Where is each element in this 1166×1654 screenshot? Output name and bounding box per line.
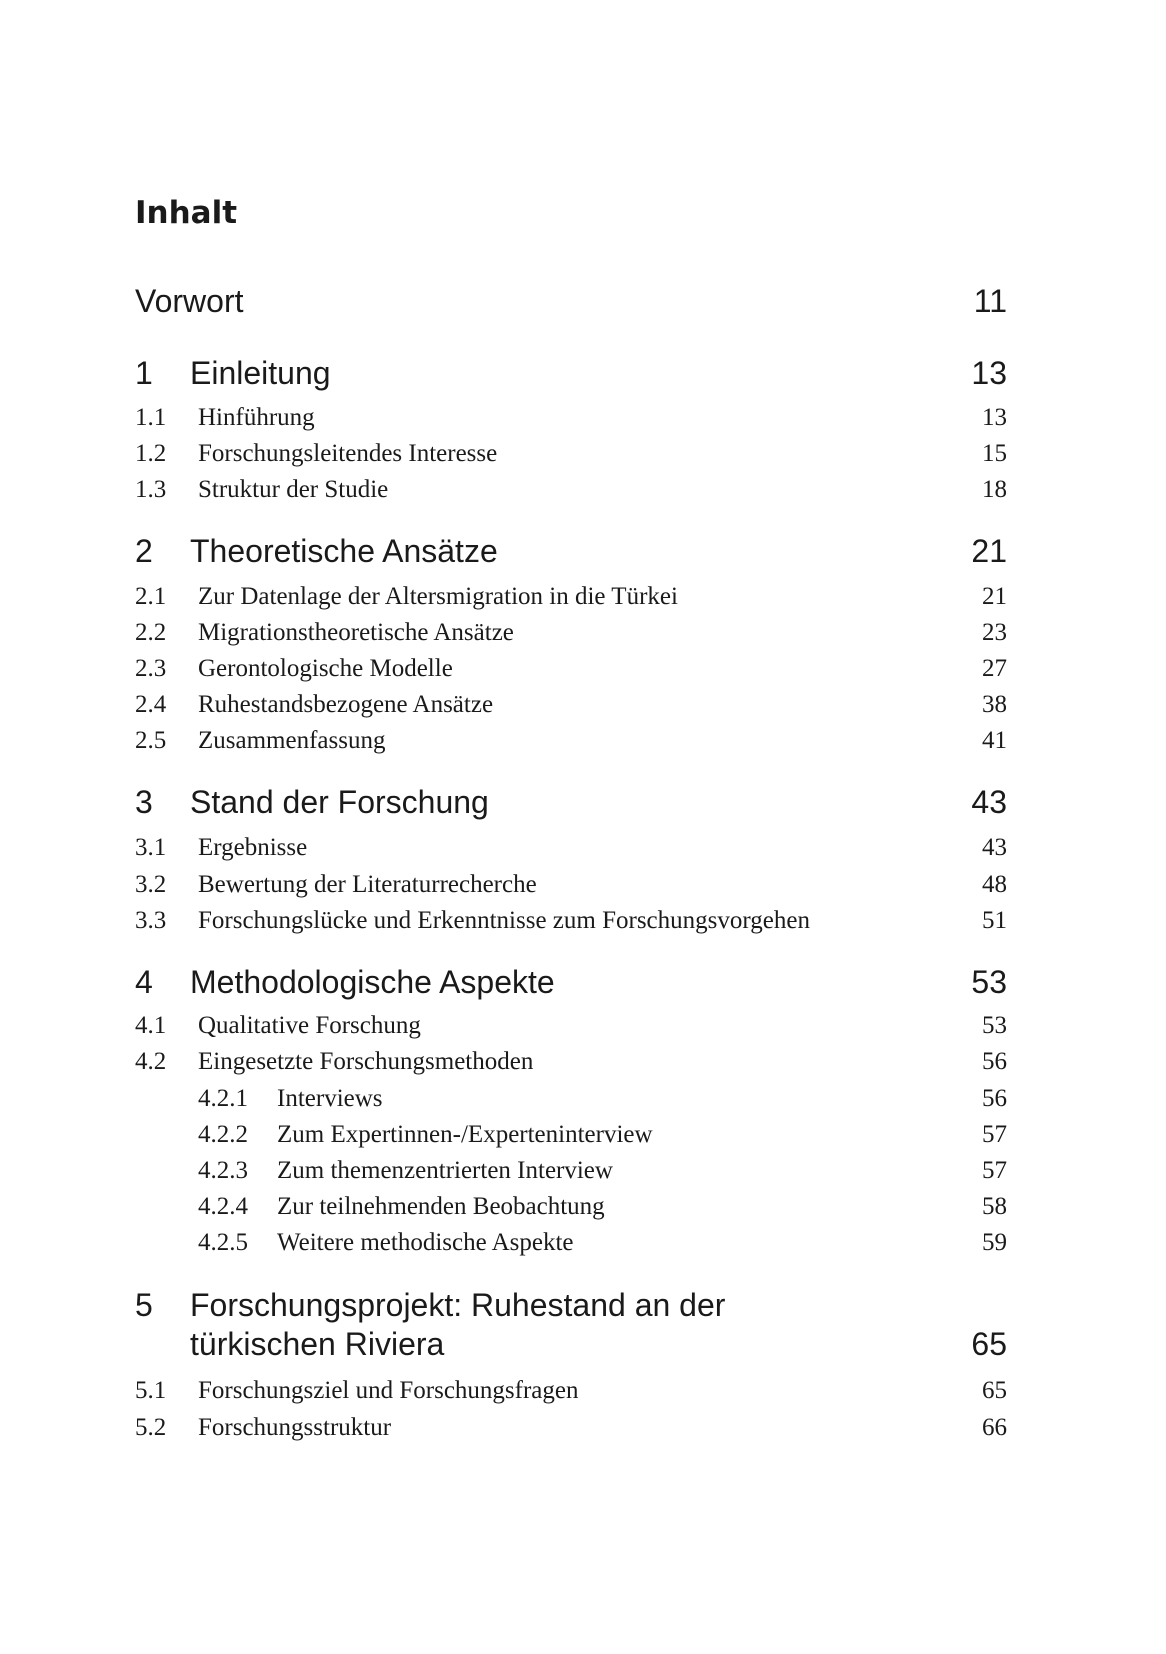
chapter-page: 53 bbox=[971, 964, 1007, 1000]
section-number: 2.3 bbox=[135, 655, 167, 682]
subsection-number: 4.2.5 bbox=[198, 1229, 248, 1256]
section-number: 1.1 bbox=[135, 404, 167, 431]
page-title: Inhalt bbox=[135, 195, 238, 231]
chapter-number: 2 bbox=[135, 533, 153, 569]
section-number: 4.2 bbox=[135, 1048, 167, 1075]
subsection-title: Weitere methodische Aspekte bbox=[277, 1229, 574, 1256]
section-number: 2.1 bbox=[135, 583, 167, 610]
subsection-title: Interviews bbox=[277, 1085, 383, 1112]
section-title: Zur Datenlage der Altersmigration in die Türkei bbox=[198, 583, 678, 610]
section-number: 1.3 bbox=[135, 476, 167, 503]
entry-page: 11 bbox=[973, 283, 1007, 319]
section-page: 23 bbox=[982, 619, 1007, 646]
section-title: Qualitative Forschung bbox=[198, 1012, 421, 1039]
section-page: 53 bbox=[982, 1012, 1007, 1039]
section-number: 2.4 bbox=[135, 691, 167, 718]
chapter-title-line2: türkischen Riviera bbox=[190, 1326, 445, 1362]
section-title: Forschungsleitendes Interesse bbox=[198, 440, 498, 467]
chapter-title: Theoretische Ansätze bbox=[190, 533, 498, 569]
section-page: 48 bbox=[982, 871, 1007, 898]
section-page: 38 bbox=[982, 691, 1007, 718]
section-title: Gerontologische Modelle bbox=[198, 655, 453, 682]
section-number: 2.2 bbox=[135, 619, 167, 646]
section-page: 27 bbox=[982, 655, 1007, 682]
section-page: 65 bbox=[982, 1377, 1007, 1404]
chapter-page: 21 bbox=[971, 533, 1007, 569]
section-title: Hinführung bbox=[198, 404, 315, 431]
subsection-page: 57 bbox=[982, 1121, 1007, 1148]
section-number: 5.2 bbox=[135, 1414, 167, 1441]
section-page: 56 bbox=[982, 1048, 1007, 1075]
chapter-page: 65 bbox=[971, 1326, 1007, 1362]
subsection-title: Zur teilnehmenden Beobachtung bbox=[277, 1193, 605, 1220]
section-title: Zusammenfassung bbox=[198, 727, 386, 754]
subsection-number: 4.2.2 bbox=[198, 1121, 248, 1148]
chapter-number: 5 bbox=[135, 1287, 153, 1323]
chapter-page: 43 bbox=[971, 784, 1007, 820]
subsection-title: Zum themenzentrierten Interview bbox=[277, 1157, 613, 1184]
section-title: Forschungsziel und Forschungsfragen bbox=[198, 1377, 579, 1404]
section-page: 51 bbox=[982, 907, 1007, 934]
section-page: 41 bbox=[982, 727, 1007, 754]
section-title: Ruhestandsbezogene Ansätze bbox=[198, 691, 494, 718]
section-page: 21 bbox=[982, 583, 1007, 610]
subsection-page: 58 bbox=[982, 1193, 1007, 1220]
subsection-title: Zum Expertinnen-/Experteninterview bbox=[277, 1121, 653, 1148]
section-title: Ergebnisse bbox=[198, 834, 308, 861]
section-number: 4.1 bbox=[135, 1012, 167, 1039]
entry-title: Vorwort bbox=[135, 283, 244, 319]
section-page: 66 bbox=[982, 1414, 1007, 1441]
section-title: Migrationstheoretische Ansätze bbox=[198, 619, 514, 646]
subsection-number: 4.2.3 bbox=[198, 1157, 248, 1184]
section-title: Eingesetzte Forschungsmethoden bbox=[198, 1048, 534, 1075]
section-title: Bewertung der Literaturrecherche bbox=[198, 871, 537, 898]
chapter-title: Stand der Forschung bbox=[190, 784, 489, 820]
section-number: 3.2 bbox=[135, 871, 167, 898]
chapter-number: 1 bbox=[135, 355, 153, 391]
chapter-page: 13 bbox=[971, 355, 1007, 391]
subsection-page: 59 bbox=[982, 1229, 1007, 1256]
section-title: Forschungsstruktur bbox=[198, 1414, 392, 1441]
subsection-page: 57 bbox=[982, 1157, 1007, 1184]
section-number: 3.1 bbox=[135, 834, 167, 861]
section-number: 5.1 bbox=[135, 1377, 167, 1404]
chapter-title-line1: Forschungsprojekt: Ruhestand an der bbox=[190, 1287, 726, 1323]
section-number: 1.2 bbox=[135, 440, 167, 467]
section-page: 13 bbox=[982, 404, 1007, 431]
section-page: 18 bbox=[982, 476, 1007, 503]
section-page: 43 bbox=[982, 834, 1007, 861]
section-page: 15 bbox=[982, 440, 1007, 467]
chapter-title: Methodologische Aspekte bbox=[190, 964, 555, 1000]
chapter-number: 4 bbox=[135, 964, 153, 1000]
section-number: 2.5 bbox=[135, 727, 167, 754]
subsection-page: 56 bbox=[982, 1085, 1007, 1112]
chapter-title: Einleitung bbox=[190, 355, 331, 391]
section-title: Struktur der Studie bbox=[198, 476, 389, 503]
section-number: 3.3 bbox=[135, 907, 167, 934]
subsection-number: 4.2.4 bbox=[198, 1193, 248, 1220]
subsection-number: 4.2.1 bbox=[198, 1085, 248, 1112]
chapter-number: 3 bbox=[135, 784, 153, 820]
section-title: Forschungslücke und Erkenntnisse zum Forschungsvorgehen bbox=[198, 907, 810, 934]
